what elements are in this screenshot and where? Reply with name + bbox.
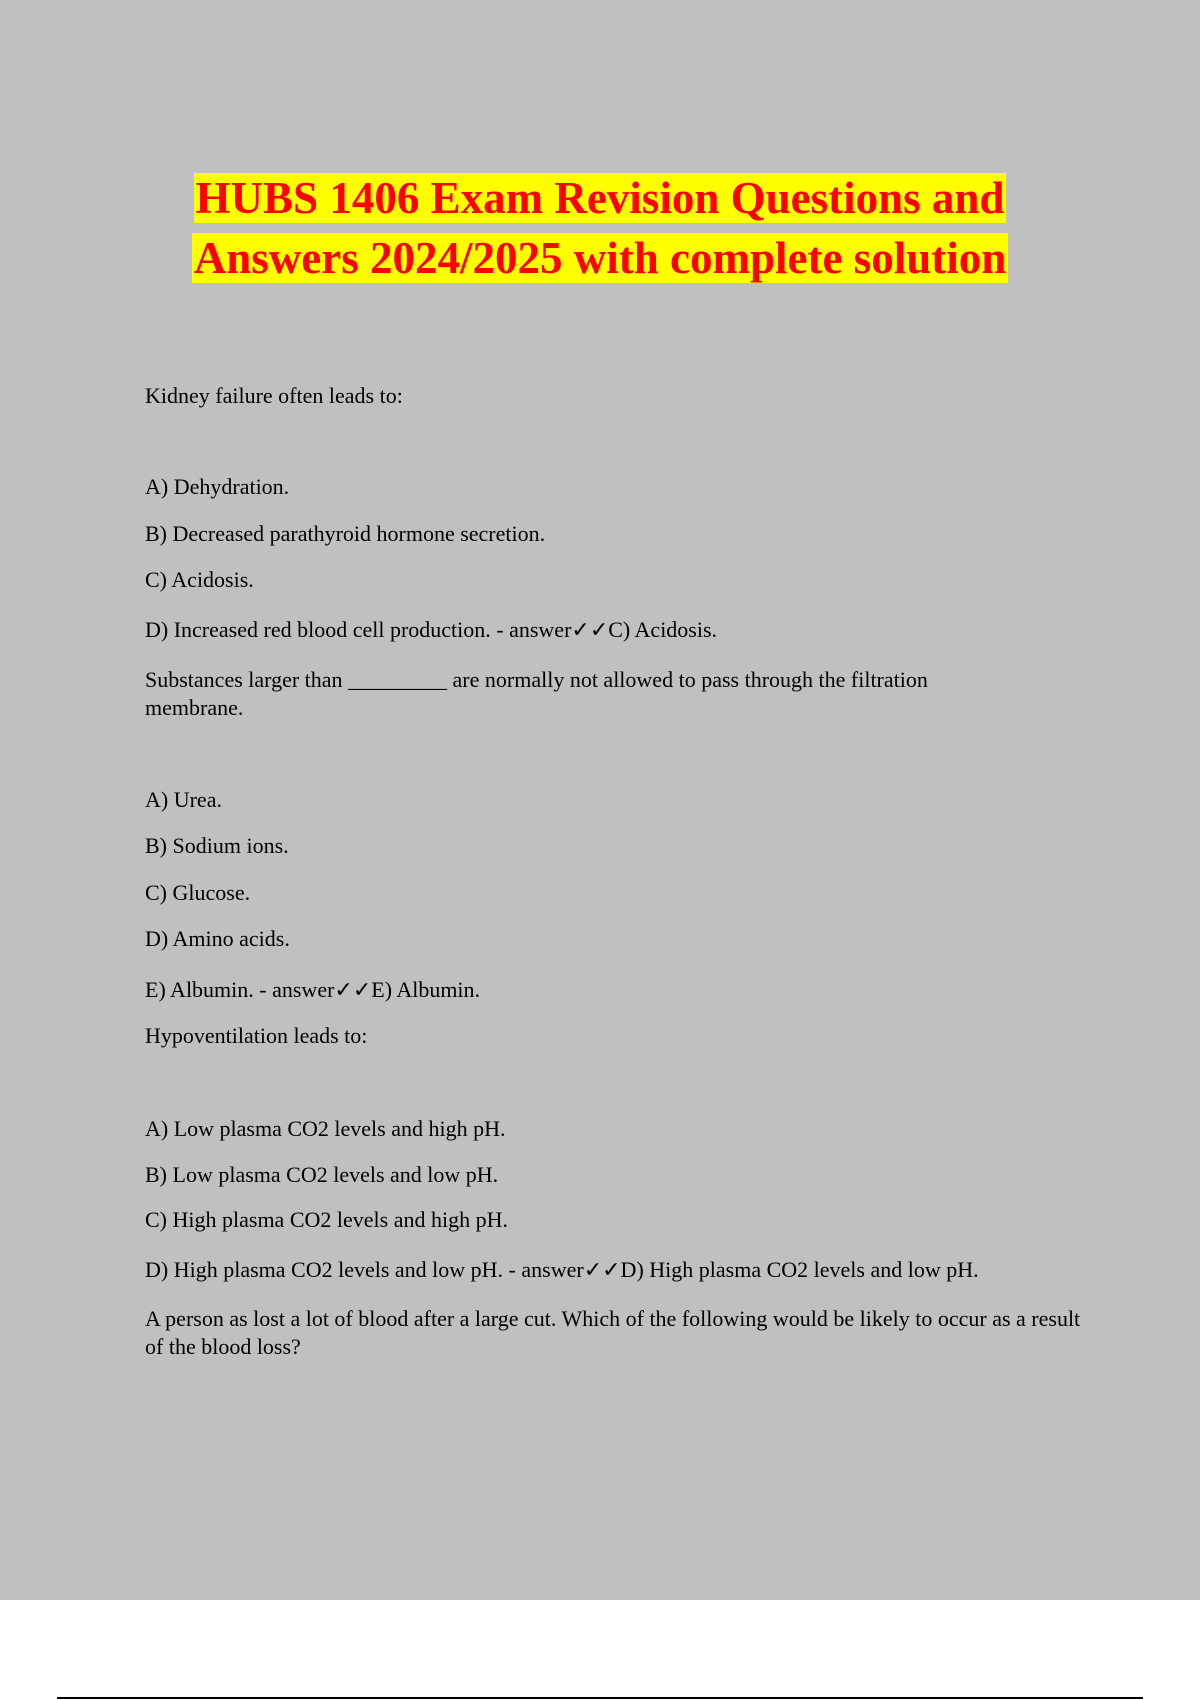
- question-3-option-d-answer: D) High plasma CO2 levels and low pH. - answer✓✓D) High plasma CO2 levels and low pH.: [145, 1257, 979, 1282]
- question-1-stem: Kidney failure often leads to:: [145, 383, 403, 408]
- question-4-stem: A person as lost a lot of blood after a large cut. Which of the following would be likely to occur as a result of the blood loss?: [145, 1306, 1081, 1359]
- question-1-option-d-answer: D) Increased red blood cell production. - answer✓✓C) Acidosis.: [145, 617, 718, 642]
- footer-divider: [57, 1697, 1143, 1699]
- question-2-option-c: C) Glucose.: [145, 880, 251, 905]
- question-1-option-c: C) Acidosis.: [145, 567, 254, 592]
- question-3-stem: Hypoventilation leads to:: [145, 1023, 368, 1048]
- title-line-1: HUBS 1406 Exam Revision Questions and: [195, 173, 1005, 223]
- title-line-2: Answers 2024/2025 with complete solution: [193, 233, 1007, 283]
- question-2-option-e-answer: E) Albumin. - answer✓✓E) Albumin.: [145, 977, 481, 1002]
- document-title: [0, 168, 1200, 288]
- question-1-option-b: B) Decreased parathyroid hormone secretion.: [145, 521, 546, 546]
- question-2-option-b: B) Sodium ions.: [145, 833, 289, 858]
- question-2-option-a: A) Urea.: [145, 787, 222, 812]
- question-1-option-a: A) Dehydration.: [145, 474, 290, 499]
- question-2-stem: Substances larger than _________ are normally not allowed to pass through the filtration membrane.: [145, 667, 928, 720]
- question-3-option-a: A) Low plasma CO2 levels and high pH.: [145, 1116, 506, 1141]
- question-2-option-d: D) Amino acids.: [145, 926, 290, 951]
- question-3-option-c: C) High plasma CO2 levels and high pH.: [145, 1207, 508, 1232]
- question-3-option-b: B) Low plasma CO2 levels and low pH.: [145, 1162, 499, 1187]
